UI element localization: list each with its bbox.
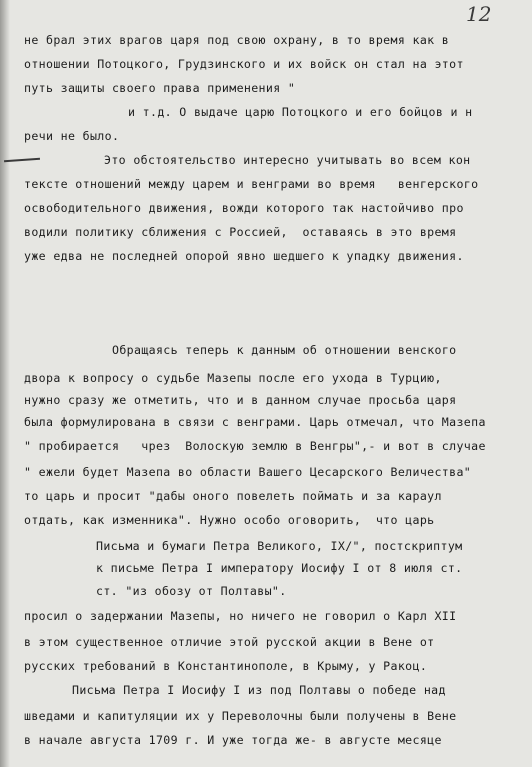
text-line: Письма Петра I Иосифу I из под Полтавы о победе над xyxy=(72,683,446,697)
text-line: нужно сразу же отметить, что и в данном случае просьба царя xyxy=(24,393,457,407)
text-line: Обращаясь теперь к данным об отношении венского xyxy=(112,343,457,357)
text-line: в этом существенное отличие этой русской акции в Вене от xyxy=(24,635,435,649)
text-line: была формулирована в связи с венграми. Царь отмечал, что Мазепа xyxy=(24,415,486,429)
text-line: отдать, как изменника". Нужно особо оговорить, что царь xyxy=(24,513,435,527)
text-line: просил о задержании Мазепы, но ничего не говорил о Карл XII xyxy=(24,609,457,623)
text-line: русских требований в Константинополе, в Крыму, у Ракоц. xyxy=(24,659,428,673)
text-line: " пробирается чрез Волоскую землю в Венгры",- и вот в случае xyxy=(24,439,486,453)
text-line: двора к вопросу о судьбе Мазепы после его ухода в Турцию, xyxy=(24,371,442,385)
text-line: тексте отношений между царем и венграми во время венгерского xyxy=(24,177,479,191)
text-line: отношении Потоцкого, Грудзинского и их войск он стал на этот xyxy=(24,57,464,71)
text-line: Это обстоятельство интересно учитывать во всем кон xyxy=(104,153,471,167)
text-line: в начале августа 1709 г. И уже тогда же- в августе месяце xyxy=(24,733,442,747)
text-line: и т.д. О выдаче царю Потоцкого и его бойцов и н xyxy=(128,105,473,119)
text-line: водили политику сближения с Россией, оставаясь в это время xyxy=(24,225,457,239)
text-line: то царь и просит "дабы оного повелеть поймать и за караул xyxy=(24,489,442,503)
footnote-line: ст. "из обозу от Полтавы". xyxy=(96,584,287,598)
text-line: " ежели будет Мазепа во области Вашего Цесарского Величества" xyxy=(24,465,472,479)
text-line: не брал этих врагов царя под свою охрану, в то время как в xyxy=(24,33,450,47)
text-line: шведами и капитуляции их у Переволочны были получены в Вене xyxy=(24,709,457,723)
text-line: освободительного движения, вожди которого так настойчиво про xyxy=(24,201,464,215)
page-number: 12 xyxy=(466,2,492,26)
footnote-line: Письма и бумаги Петра Великого, IX/", постскриптум xyxy=(96,539,463,553)
scan-edge-shadow xyxy=(0,0,10,767)
text-line: уже едва не последней опорой явно шедшего к упадку движения. xyxy=(24,249,464,263)
footnote-line: к письме Петра I императору Иосифу I от 8 июля ст. xyxy=(96,561,463,575)
text-line: речи не было. xyxy=(24,129,120,143)
text-line: путь защиты своего права применения " xyxy=(24,81,296,95)
